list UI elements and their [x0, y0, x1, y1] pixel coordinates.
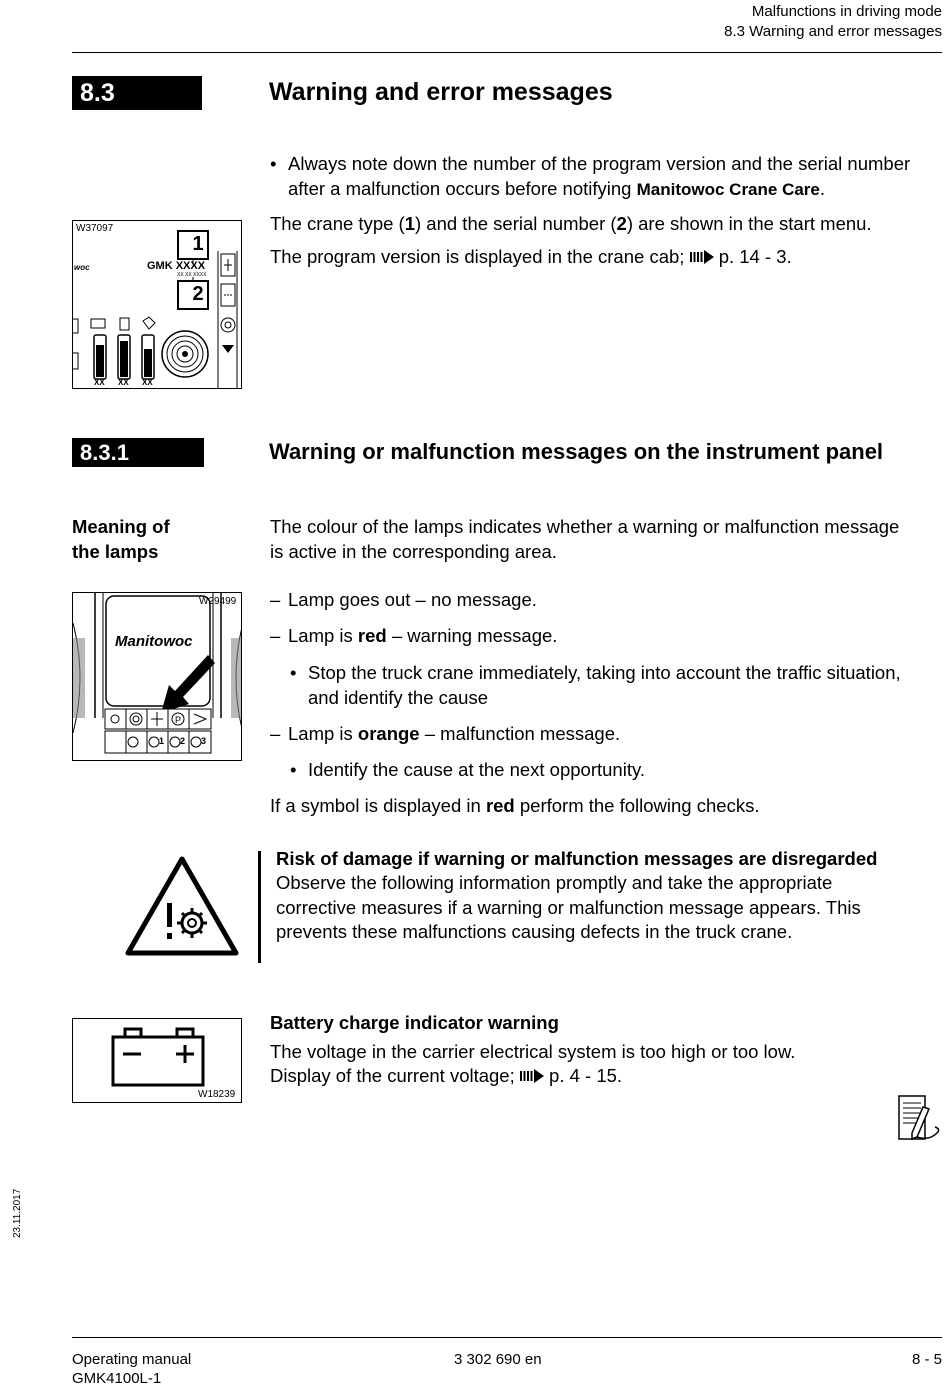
- panel-brand-logo: Manitowoc: [115, 633, 193, 650]
- footer-doc-number: 3 302 690 en: [454, 1351, 542, 1368]
- start-menu-figure: [72, 220, 242, 389]
- gauge-label-3: XX: [142, 378, 153, 387]
- program-version-line: [270, 245, 942, 270]
- warning-triangle-icon: [124, 855, 240, 957]
- crane-type-mid: ) and the serial number (: [415, 213, 617, 234]
- crane-type-line: [270, 212, 942, 237]
- gauge-label-1: XX: [94, 378, 105, 387]
- gauge-label-2: XX: [118, 378, 129, 387]
- battery-figure: [72, 1018, 242, 1103]
- dash-item-goes-out-text: Lamp goes out – no message.: [288, 589, 537, 610]
- figure-model-small: XX XX XXXX: [177, 272, 207, 278]
- program-version-text: The program version is displayed in the crane cab;: [270, 246, 685, 267]
- program-version-ref[interactable]: p. 14 - 3.: [718, 246, 792, 267]
- subsection-number: 8.3.1: [72, 438, 204, 467]
- subsection-title: Warning or malfunction messages on the instrument panel: [269, 439, 884, 464]
- side-date: 23.11.2017: [12, 1188, 23, 1238]
- panel-lamp-number-2: 2: [180, 736, 186, 746]
- dash-item-red: [270, 624, 930, 649]
- battery-line1: The voltage in the carrier electrical system is too high or too low.: [270, 1041, 796, 1062]
- sub-bullet-identify-text: Identify the cause at the next opportunity.: [308, 759, 645, 780]
- dash-mark: –: [270, 723, 281, 744]
- lamp-intro: The colour of the lamps indicates whether a warning or malfunction message is active in the corresponding area.: [270, 516, 900, 562]
- dash-item-goes-out: [270, 588, 930, 613]
- dash-item-orange: [270, 722, 930, 747]
- figure-label-2: 2: [192, 283, 204, 305]
- reference-arrow-icon: [520, 1069, 544, 1083]
- note-bullet: • Always note down the number of the program version and the serial number after a malfunction occurs before notifying Manitowoc Crane Care.: [270, 153, 911, 199]
- instrument-panel-drawing: [73, 593, 242, 761]
- symbol-red-line: [270, 794, 930, 819]
- side-heading-meaning-of-lamps: Meaning of the lamps: [72, 516, 170, 562]
- dash-red-pre: Lamp is: [288, 625, 353, 646]
- crane-type-pre: The crane type (: [270, 213, 405, 234]
- dash-mark: –: [270, 625, 281, 646]
- dash-orange-bold: orange: [357, 723, 420, 744]
- battery-line2-text: Display of the current voltage;: [270, 1065, 515, 1086]
- start-menu-drawing: [73, 221, 242, 389]
- header-section: 8.3 Warning and error messages: [724, 23, 942, 40]
- bullet-dot: •: [290, 759, 297, 780]
- bullet-dot: •: [290, 662, 297, 683]
- header-chapter: Malfunctions in driving mode: [751, 3, 942, 20]
- svg-text:P: P: [175, 715, 182, 725]
- dash-red-bold: red: [357, 625, 387, 646]
- dash-red-post: – warning message.: [391, 625, 558, 646]
- crane-type-post: ) are shown in the start menu.: [626, 213, 872, 234]
- warning-text: Observe the following information promptly and take the appropriate corrective measures if a warning or malfunction message appears. This prevents these malfunctions causing defects in the truck crane.: [276, 872, 861, 942]
- bullet-dot: •: [270, 153, 277, 174]
- warning-bar: [258, 851, 261, 963]
- footer-manual: Operating manual: [72, 1351, 192, 1368]
- battery-title: [270, 1011, 930, 1036]
- crane-type-number-1: 1: [404, 213, 415, 234]
- dash-mark: –: [270, 589, 281, 610]
- figure-label-1: 1: [192, 233, 204, 255]
- header-rule: [72, 52, 942, 53]
- figure-model: GMK XXXX: [147, 260, 206, 272]
- figure-id: W18239: [198, 1089, 236, 1100]
- panel-lamp-number-3: 3: [201, 736, 207, 746]
- notes-pencil-icon: [893, 1093, 943, 1143]
- battery-line2: [270, 1064, 930, 1089]
- footer-rule: [72, 1337, 942, 1338]
- symbol-red-post: perform the following checks.: [519, 795, 760, 816]
- dash-orange-post: – malfunction message.: [424, 723, 621, 744]
- instrument-panel-figure: [72, 592, 242, 761]
- sub-bullet-stop: [290, 661, 910, 710]
- crane-type-number-2: 2: [616, 213, 627, 234]
- manitowoc-crane-care: Manitowoc Crane Care: [636, 179, 820, 199]
- note-bullet-text: Always note down the number of the program version and the serial number after a malfunction occurs before notifying: [288, 153, 911, 199]
- panel-lamp-number-1: 1: [159, 736, 165, 746]
- battery-line2-ref[interactable]: p. 4 - 15.: [549, 1065, 623, 1086]
- battery-title-text: Battery charge indicator warning: [270, 1012, 559, 1033]
- sub-bullet-identify: [290, 758, 910, 783]
- section-title: Warning and error messages: [269, 78, 613, 106]
- symbol-red-bold: red: [485, 795, 515, 816]
- section-number: 8.3: [72, 76, 202, 110]
- footer-page-number: 8 - 5: [911, 1351, 942, 1368]
- dash-orange-pre: Lamp is: [288, 723, 353, 744]
- figure-brand-fragment: woc: [74, 263, 90, 272]
- sub-bullet-stop-text: Stop the truck crane immediately, taking into account the traffic situation, and identify the cause: [308, 662, 901, 708]
- warning-title-text: Risk of damage if warning or malfunction messages are disregarded: [276, 848, 878, 869]
- figure-id: W37097: [76, 223, 114, 234]
- footer-model: GMK4100L-1: [72, 1370, 162, 1387]
- reference-arrow-icon: [690, 250, 714, 264]
- warning-title: [276, 847, 936, 872]
- symbol-red-pre: If a symbol is displayed in: [270, 795, 481, 816]
- figure-id: W29499: [199, 596, 237, 607]
